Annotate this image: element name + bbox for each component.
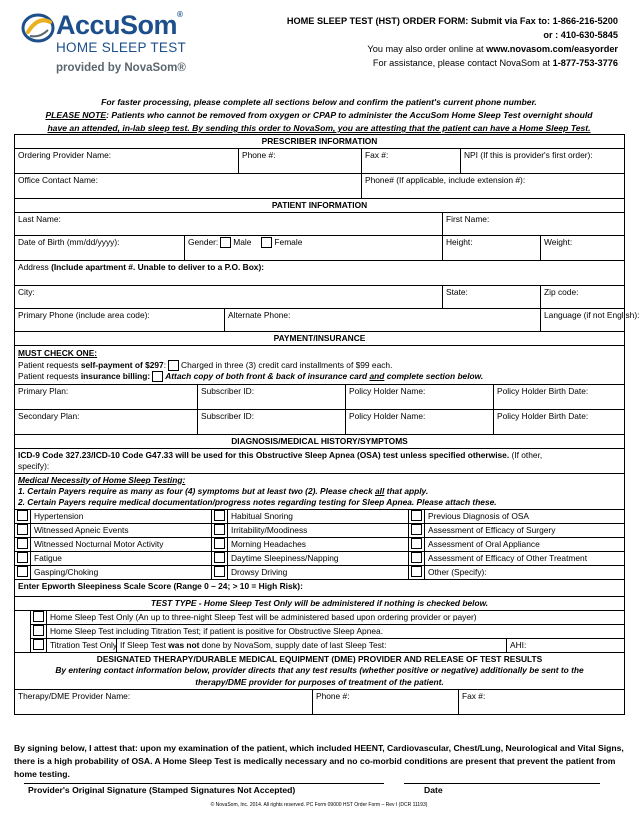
header-alt-fax: or : 410-630-5845 (543, 30, 618, 40)
height-field[interactable]: Height: (443, 236, 541, 261)
self-pay-option: Patient requests self-payment of $297: Charged in three (3) credit card installments of $99 each. (18, 359, 393, 370)
female-label: Female (274, 237, 303, 247)
male-label: Male (233, 237, 252, 247)
primary-plan-field[interactable]: Primary Plan: (15, 384, 198, 409)
symptom-checkbox[interactable] (15, 523, 31, 537)
diagnosis-heading: DIAGNOSIS/MEDICAL HISTORY/SYMPTOMS (15, 434, 625, 448)
instruction-line-2: PLEASE NOTE: Patients who cannot be removed from oxygen or CPAP to administer the AccuSom Home Sleep Test overnight should (45, 110, 593, 120)
header-online: You may also order online at www.novasom.com/easyorder (367, 44, 618, 54)
payment-options (15, 346, 625, 385)
male-checkbox[interactable] (220, 237, 231, 248)
test-type-heading: TEST TYPE - Home Sleep Test Only will be administered if nothing is checked below. (15, 596, 625, 610)
insurance-option: Patient requests insurance billing: Attach copy of both front & back of insurance card and complete section below. (18, 371, 484, 381)
header-title: HOME SLEEP TEST (HST) ORDER FORM: Submit via Fax to: 1-866-216-5200 (286, 16, 618, 26)
payment-section (14, 331, 625, 435)
primary-subscriber-id-field[interactable]: Subscriber ID: (198, 384, 346, 409)
instructions (14, 96, 624, 135)
test-type-section (14, 596, 625, 653)
npi-field[interactable]: NPI (If this is provider's first order): (461, 149, 625, 174)
alternate-phone-field[interactable]: Alternate Phone: (225, 309, 541, 332)
epworth-score-field[interactable]: Enter Epworth Sleepiness Scale Score (Range 0 – 24; > 10 = High Risk): (15, 579, 625, 596)
primary-policy-holder-field[interactable]: Policy Holder Name: (346, 384, 494, 409)
payment-heading: PAYMENT/INSURANCE (15, 332, 625, 346)
symptom-label: Witnessed Nocturnal Motor Activity (31, 537, 212, 551)
hst-only-checkbox[interactable] (31, 610, 47, 624)
online-order-link[interactable]: www.novasom.com/easyorder (486, 44, 618, 54)
secondary-policy-holder-field[interactable]: Policy Holder Name: (346, 409, 494, 434)
dme-fax-field[interactable]: Fax #: (459, 690, 625, 715)
signature-line[interactable] (24, 783, 384, 784)
female-checkbox[interactable] (261, 237, 272, 248)
secondary-plan-field[interactable]: Secondary Plan: (15, 409, 198, 434)
symptom-checkbox[interactable] (212, 565, 228, 579)
primary-policy-dob-field[interactable]: Policy Holder Birth Date: (494, 384, 625, 409)
city-field[interactable]: City: (15, 286, 443, 309)
symptom-checkbox[interactable] (212, 551, 228, 565)
zip-field[interactable]: Zip code: (541, 286, 625, 309)
dme-heading: DESIGNATED THERAPY/DURABLE MEDICAL EQUIPMENT (DME) PROVIDER AND RELEASE OF TEST RESULTS By entering contact information below, provider directs that any test results (whether positive or negative) additionally be sent to the therapy/DME provider for purposes of treatment of the patient. (15, 652, 625, 690)
ordering-provider-field[interactable]: Ordering Provider Name: (15, 149, 239, 174)
symptom-label: Witnessed Apneic Events (31, 523, 212, 537)
symptom-checkbox[interactable] (409, 509, 425, 523)
symptom-checkbox[interactable] (15, 537, 31, 551)
titration-only-checkbox[interactable] (31, 638, 47, 652)
language-field[interactable]: Language (if not English): (541, 309, 625, 332)
symptom-label: Fatigue (31, 551, 212, 565)
last-sleep-test-date-field[interactable]: If Sleep Test was not done by NovaSom, supply date of last Sleep Test: (117, 638, 507, 652)
symptom-checkbox[interactable] (212, 509, 228, 523)
first-name-field[interactable]: First Name: (443, 213, 625, 236)
symptom-label: Assessment of Efficacy of Surgery (425, 523, 625, 537)
hst-only-label: Home Sleep Test Only (An up to three-night Sleep Test will be administered based upon ordering provider or payer) (47, 610, 625, 624)
prescriber-fax-field[interactable]: Fax #: (362, 149, 461, 174)
instruction-line-1: For faster processing, please complete all sections below and confirm the patient's current phone number. (101, 97, 537, 107)
prescriber-heading: PRESCRIBER INFORMATION (15, 135, 625, 149)
symptom-label: Habitual Snoring (228, 509, 409, 523)
symptom-checkbox[interactable] (409, 565, 425, 579)
gender-field: Gender: Male Female (185, 236, 443, 261)
symptom-label: Daytime Sleepiness/Napping (228, 551, 409, 565)
titration-only-label: Titration Test Only (47, 638, 117, 652)
office-contact-field[interactable]: Office Contact Name: (15, 174, 362, 199)
prescriber-phone-field[interactable]: Phone #: (239, 149, 362, 174)
secondary-policy-dob-field[interactable]: Policy Holder Birth Date: (494, 409, 625, 434)
secondary-subscriber-id-field[interactable]: Subscriber ID: (198, 409, 346, 434)
logo-brand: AccuSom® (56, 10, 183, 40)
symptom-checkbox[interactable] (409, 537, 425, 551)
logo-provided-by: provided by NovaSom® (56, 62, 186, 74)
primary-phone-field[interactable]: Primary Phone (include area code): (15, 309, 225, 332)
logo-subtitle: HOME SLEEP TEST (56, 40, 187, 55)
symptom-checkbox[interactable] (15, 509, 31, 523)
footer-copyright: © NovaSom, Inc. 2014. All rights reserved. PC Form 09000 HST Order Form – Rev I (DCR 11193) (210, 802, 428, 808)
symptom-label: Other (Specify): (425, 565, 625, 579)
form-header (238, 14, 618, 70)
must-check-label: MUST CHECK ONE: (18, 348, 98, 358)
symptom-label: Assessment of Oral Appliance (425, 537, 625, 551)
address-field[interactable]: Address (Include apartment #. Unable to deliver to a P.O. Box): (15, 261, 625, 286)
hst-titration-label: Home Sleep Test including Titration Test; if patient is positive for Obstructive Sleep Apnea. (47, 624, 625, 638)
medical-necessity-note: Medical Necessity of Home Sleep Testing: 1. Certain Payers require as many as four (4) symptoms but at least two (2). Please check all that apply. 2. Certain Payers require medical documentation/progress notes regarding testing for Sleep Apnea. Please attach these. (15, 473, 625, 509)
dme-section (14, 652, 625, 716)
prescriber-section (14, 134, 625, 199)
signature-label: Provider's Original Signature (Stamped Signatures Not Accepted) (28, 785, 296, 795)
date-line[interactable] (404, 783, 600, 784)
state-field[interactable]: State: (443, 286, 541, 309)
symptom-label: Gasping/Choking (31, 565, 212, 579)
symptom-label: Previous Diagnosis of OSA (425, 509, 625, 523)
weight-field[interactable]: Weight: (541, 236, 625, 261)
symptom-checkbox[interactable] (212, 537, 228, 551)
instruction-line-3: have an attended, in-lab sleep test. By sending this order to NovaSom, you are attesting that the patient can have a Home Sleep Test. (47, 123, 591, 133)
order-form (14, 134, 639, 715)
symptom-checkbox[interactable] (409, 523, 425, 537)
symptom-checkbox[interactable] (15, 565, 31, 579)
office-phone-ext-field[interactable]: Phone# (If applicable, include extension #): (362, 174, 625, 199)
attestation: By signing below, I attest that: upon my examination of the patient, which included HEENT, Cardiovascular, Chest/Lung, Neurological and Vital Signs, there is a high probability of OSA. A Home Sleep Test is medically necessary and no co-morbid conditions are present that prevent the patient from home testing. (14, 743, 624, 779)
symptom-label: Hypertension (31, 509, 212, 523)
symptom-checkbox[interactable] (212, 523, 228, 537)
dob-field[interactable]: Date of Birth (mm/dd/yyyy): (15, 236, 185, 261)
symptom-label: Irritability/Moodiness (228, 523, 409, 537)
symptom-checkbox[interactable] (15, 551, 31, 565)
hst-titration-checkbox[interactable] (31, 624, 47, 638)
self-pay-checkbox[interactable] (168, 360, 179, 371)
icd-code-note: ICD-9 Code 327.23/ICD-10 Code G47.33 will be used for this Obstructive Sleep Apnea (OSA) test unless specified otherwise. (If other, specify): (15, 448, 625, 473)
accusom-logo (20, 8, 220, 80)
date-label: Date (424, 785, 443, 795)
patient-section (14, 198, 639, 332)
header-assist: For assistance, please contact NovaSom at 1-877-753-3776 (372, 58, 618, 68)
dme-phone-field[interactable]: Phone #: (313, 690, 459, 715)
ahi-field[interactable]: AHI: (507, 638, 625, 652)
symptom-label: Assessment of Efficacy of Other Treatment (425, 551, 625, 565)
symptom-label: Drowsy Driving (228, 565, 409, 579)
patient-heading: PATIENT INFORMATION (15, 199, 625, 213)
symptom-checkbox[interactable] (409, 551, 425, 565)
dme-provider-name-field[interactable]: Therapy/DME Provider Name: (15, 690, 313, 715)
insurance-checkbox[interactable] (152, 371, 163, 382)
last-name-field[interactable]: Last Name: (15, 213, 443, 236)
symptom-label: Morning Headaches (228, 537, 409, 551)
diagnosis-section (14, 434, 625, 597)
